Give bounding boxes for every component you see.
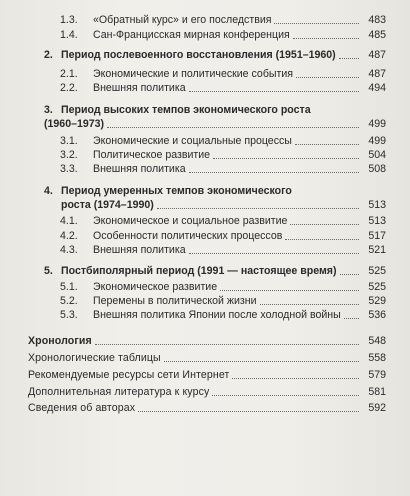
dot-leader: [295, 144, 359, 145]
toc-entry-page: 508: [368, 163, 386, 175]
dot-leader: [296, 77, 359, 78]
toc-entry-title: Экономические и политические события: [93, 68, 294, 80]
toc-entry-5-3[interactable]: [60, 309, 386, 322]
toc-entry-title: Экономическое развитие: [93, 281, 218, 293]
toc-entry-number: 4.3.: [60, 244, 78, 256]
toc-entry-number: 5.1.: [60, 281, 78, 293]
toc-chapter-title: Период высоких темпов экономического роста: [61, 104, 311, 116]
toc-entry-number: 5.3.: [60, 309, 78, 321]
toc-chapter-title-continued: (1960–1973): [44, 118, 105, 130]
toc-entry-title: «Обратный курс» и его последствия: [93, 14, 272, 26]
toc-entry-page: 525: [368, 281, 386, 293]
toc-chapter-3[interactable]: [44, 104, 386, 117]
dot-leader: [293, 38, 359, 39]
toc-entry-number: 2.1.: [60, 68, 78, 80]
toc-entry-number: 1.4.: [60, 29, 78, 41]
dot-leader: [107, 127, 359, 128]
toc-chapter-4[interactable]: [44, 185, 386, 198]
toc-entry-title: Внешняя политика: [93, 244, 186, 256]
toc-entry-page: 517: [368, 230, 386, 242]
toc-entry-number: 5.2.: [60, 295, 78, 307]
toc-chapter-number: 2.: [44, 49, 53, 61]
dot-leader: [285, 239, 359, 240]
dot-leader: [344, 318, 359, 319]
dot-leader: [260, 304, 359, 305]
toc-back-about-authors[interactable]: [28, 402, 386, 415]
toc-entry-page: 504: [368, 149, 386, 161]
toc-entry-page: 548: [368, 335, 386, 347]
dot-leader: [339, 58, 359, 59]
toc-chapter-3-line2[interactable]: [44, 118, 386, 131]
dot-leader: [212, 395, 359, 396]
dot-leader: [213, 158, 359, 159]
toc-entry-page: 521: [368, 244, 386, 256]
toc-entry-title: Внешняя политика: [93, 82, 186, 94]
toc-entry-page: 592: [368, 402, 386, 414]
toc-back-additional-literature[interactable]: [28, 386, 386, 399]
toc-entry-page: 536: [368, 309, 386, 321]
toc-entry-page: 483: [368, 14, 386, 26]
toc-entry-2-1[interactable]: [60, 68, 386, 81]
toc-entry-number: 3.2.: [60, 149, 78, 161]
toc-entry-number: 1.3.: [60, 14, 78, 26]
toc-entry-3-1[interactable]: [60, 135, 386, 148]
toc-entry-5-1[interactable]: [60, 281, 386, 294]
toc-entry-title: Хронология: [28, 335, 92, 347]
toc-entry-page: 513: [368, 215, 386, 227]
toc-entry-1-3[interactable]: [60, 14, 386, 27]
dot-leader: [340, 274, 359, 275]
toc-entry-title: Экономические и социальные процессы: [93, 135, 292, 147]
dot-leader: [232, 378, 359, 379]
toc-entry-number: 3.3.: [60, 163, 78, 175]
toc-back-internet-resources[interactable]: [28, 369, 386, 382]
dot-leader: [164, 361, 359, 362]
toc-entry-page: 487: [368, 68, 386, 80]
toc-entry-title: Внешняя политика Японии после холодной войны: [93, 309, 341, 321]
toc-entry-3-2[interactable]: [60, 149, 386, 162]
toc-entry-4-1[interactable]: [60, 215, 386, 228]
toc-entry-title: Перемены в политической жизни: [93, 295, 257, 307]
dot-leader: [95, 344, 359, 345]
toc-chapter-4-line2[interactable]: [61, 199, 386, 212]
toc-entry-title: Экономическое и социальное развитие: [93, 215, 288, 227]
toc-back-chronology-tables[interactable]: [28, 352, 386, 365]
toc-entry-title: Дополнительная литература к курсу: [28, 386, 210, 398]
toc-chapter-page: 499: [368, 118, 386, 130]
toc-back-chronology[interactable]: [28, 335, 386, 348]
toc-entry-page: 485: [368, 29, 386, 41]
toc-entry-number: 2.2.: [60, 82, 78, 94]
toc-entry-title: Политическое развитие: [93, 149, 211, 161]
toc-entry-title: Сведения об авторах: [28, 402, 136, 414]
toc-entry-title: Хронологические таблицы: [28, 352, 161, 364]
toc-entry-page: 579: [368, 369, 386, 381]
dot-leader: [157, 208, 359, 209]
toc-chapter-page: 525: [368, 265, 386, 277]
toc-entry-4-3[interactable]: [60, 244, 386, 257]
dot-leader: [138, 411, 359, 412]
dot-leader: [274, 23, 359, 24]
dot-leader: [189, 172, 359, 173]
toc-entry-1-4[interactable]: [60, 29, 386, 42]
toc-entry-title: Рекомендуемые ресурсы сети Интернет: [28, 369, 230, 381]
toc-chapter-2[interactable]: [44, 49, 386, 62]
dot-leader: [189, 253, 359, 254]
toc-chapter-title: Период послевоенного восстановления (1951–1960): [61, 49, 336, 61]
toc-chapter-5[interactable]: [44, 265, 386, 278]
toc-entry-4-2[interactable]: [60, 230, 386, 243]
toc-entry-5-2[interactable]: [60, 295, 386, 308]
dot-leader: [290, 224, 359, 225]
toc-entry-title: Особенности политических процессов: [93, 230, 283, 242]
toc-chapter-number: 4.: [44, 185, 53, 197]
toc-entry-3-3[interactable]: [60, 163, 386, 176]
toc-entry-page: 499: [368, 135, 386, 147]
toc-entry-number: 3.1.: [60, 135, 78, 147]
toc-chapter-title: Период умеренных темпов экономического: [61, 185, 292, 197]
toc-entry-number: 4.1.: [60, 215, 78, 227]
toc-chapter-number: 3.: [44, 104, 53, 116]
dot-leader: [220, 290, 359, 291]
toc-entry-number: 4.2.: [60, 230, 78, 242]
toc-entry-page: 529: [368, 295, 386, 307]
toc-chapter-page: 487: [368, 49, 386, 61]
toc-entry-page: 581: [368, 386, 386, 398]
toc-chapter-title: Постбиполярный период (1991 — настоящее время): [61, 265, 337, 277]
toc-chapter-title-continued: роста (1974–1990): [61, 199, 154, 211]
toc-entry-title: Внешняя политика: [93, 163, 186, 175]
toc-entry-page: 558: [368, 352, 386, 364]
toc-chapter-page: 513: [368, 199, 386, 211]
toc-chapter-number: 5.: [44, 265, 53, 277]
dot-leader: [189, 91, 359, 92]
toc-entry-title: Сан-Францисская мирная конференция: [93, 29, 290, 41]
toc-entry-page: 494: [368, 82, 386, 94]
toc-entry-2-2[interactable]: [60, 82, 386, 95]
